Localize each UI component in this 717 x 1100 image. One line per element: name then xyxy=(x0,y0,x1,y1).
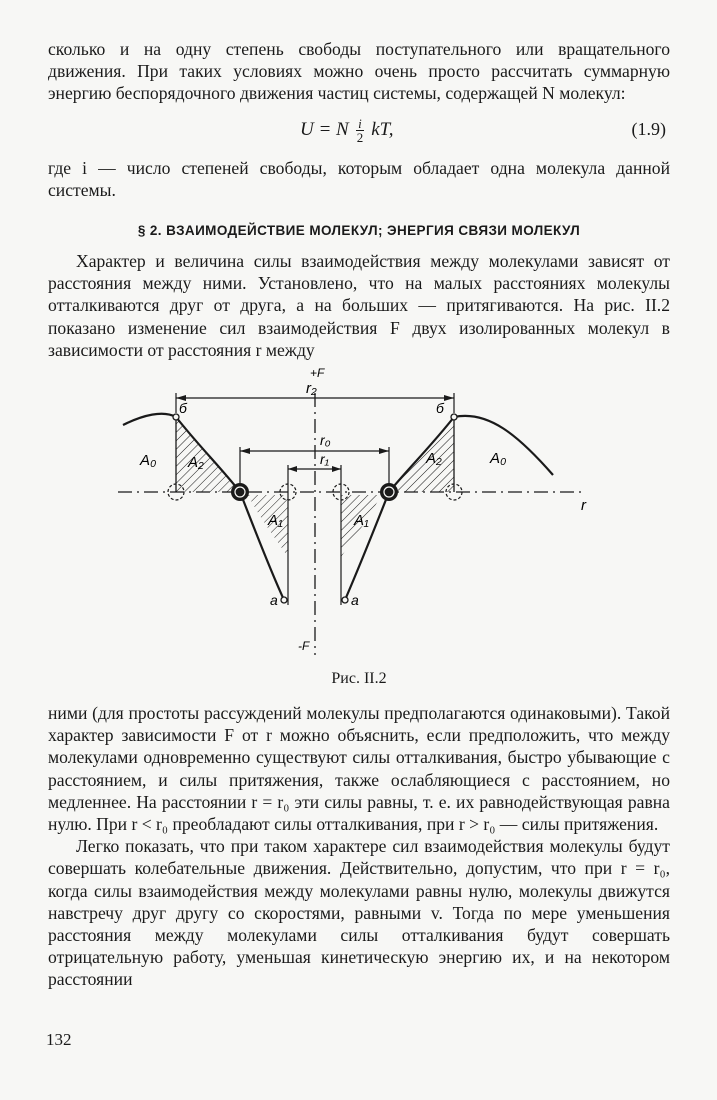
label-r0: r₀ xyxy=(320,432,331,449)
formula-expression xyxy=(300,117,394,144)
label-plus-f: +F xyxy=(310,366,325,381)
page-number: 132 xyxy=(46,1030,72,1049)
label-a1-right: A₁ xyxy=(354,512,369,530)
formula-fraction xyxy=(355,117,366,144)
label-a2-right: A₂ xyxy=(426,450,442,468)
formula-lhs: U = N xyxy=(300,119,349,141)
figure-ii-2 xyxy=(48,365,670,670)
force-diagram xyxy=(48,365,670,670)
label-r: r xyxy=(581,497,586,515)
paragraph-5: Легко показать, что при таком характере сил взаимодействия молекулы будут совершать колебательные движения. Действительно, допустим, что при r = r₀, когда силы взаимодействия между молекулами равны нулю, молекулы движутся навстречу друг другу со скоростями, равными v. Тогда по мере уменьшения расстояния между молекулами силы отталкивания будут совершать отрицательную работу, уменьшая кинетическую энергию их, и на некотором расстоянии xyxy=(48,836,670,990)
paragraph-4: ними (для простоты рассуждений молекулы предполагаются одинаковыми). Такой характер зависимости F от r можно объяснить, если предположить, что между молекулами одновременно существуют силы отталкивания, быстро убывающие с расстоянием, и силы притяжения, также ослабляющиеся с расстоянием, но медленнее. На расстоянии r = r₀ эти силы равны, т. е. их равнодействующая равна нулю. При r < r₀ преобладают силы отталкивания, при r > r₀ — силы притяжения. xyxy=(48,703,670,835)
label-a2-left: A₂ xyxy=(188,454,204,472)
label-a0-left: A₀ xyxy=(140,452,157,470)
label-r2: r₂ xyxy=(306,380,317,398)
label-b-left: б xyxy=(179,400,187,417)
label-minus-f: -F xyxy=(298,639,310,654)
paragraph-1: сколько и на одну степень свободы поступательного или вращательного движения. При таких условиях можно очень просто рассчитать суммарную энергию беспорядочного движения частиц системы, содержащей N молекул: xyxy=(48,39,670,104)
equation-number: (1.9) xyxy=(631,118,666,139)
formula-1-9 xyxy=(48,109,670,155)
paragraph-2: где i — число степеней свободы, которым обладает одна молекула данной системы. xyxy=(48,157,670,200)
section-heading: § 2. ВЗАИМОДЕЙСТВИЕ МОЛЕКУЛ; ЭНЕРГИЯ СВЯЗИ МОЛЕКУЛ xyxy=(137,223,581,239)
label-b-right: б xyxy=(436,400,444,417)
formula-numerator: i xyxy=(358,115,362,131)
label-a-right: a xyxy=(351,592,359,609)
formula-denominator: 2 xyxy=(356,129,364,145)
label-r1: r₁ xyxy=(320,451,330,468)
formula-rhs: kT, xyxy=(371,119,394,141)
paragraph-3: Характер и величина силы взаимодействия между молекулами зависят от расстояния между ними. Установлено, что на малых расстояниях молекулы отталкиваются друг от друга, а на больших — притягиваются. На рис. II.2 показано изменение сил взаимодействия F двух изолированных молекул в зависимости от расстояния r между xyxy=(48,251,670,360)
molecule-right xyxy=(380,483,398,501)
page-body xyxy=(48,38,670,991)
molecule-left xyxy=(231,483,249,501)
label-a1-left: A₁ xyxy=(268,512,283,530)
label-a0-right: A₀ xyxy=(490,450,507,468)
figure-caption: Рис. II.2 xyxy=(331,670,387,688)
label-a-left: a xyxy=(270,592,278,609)
